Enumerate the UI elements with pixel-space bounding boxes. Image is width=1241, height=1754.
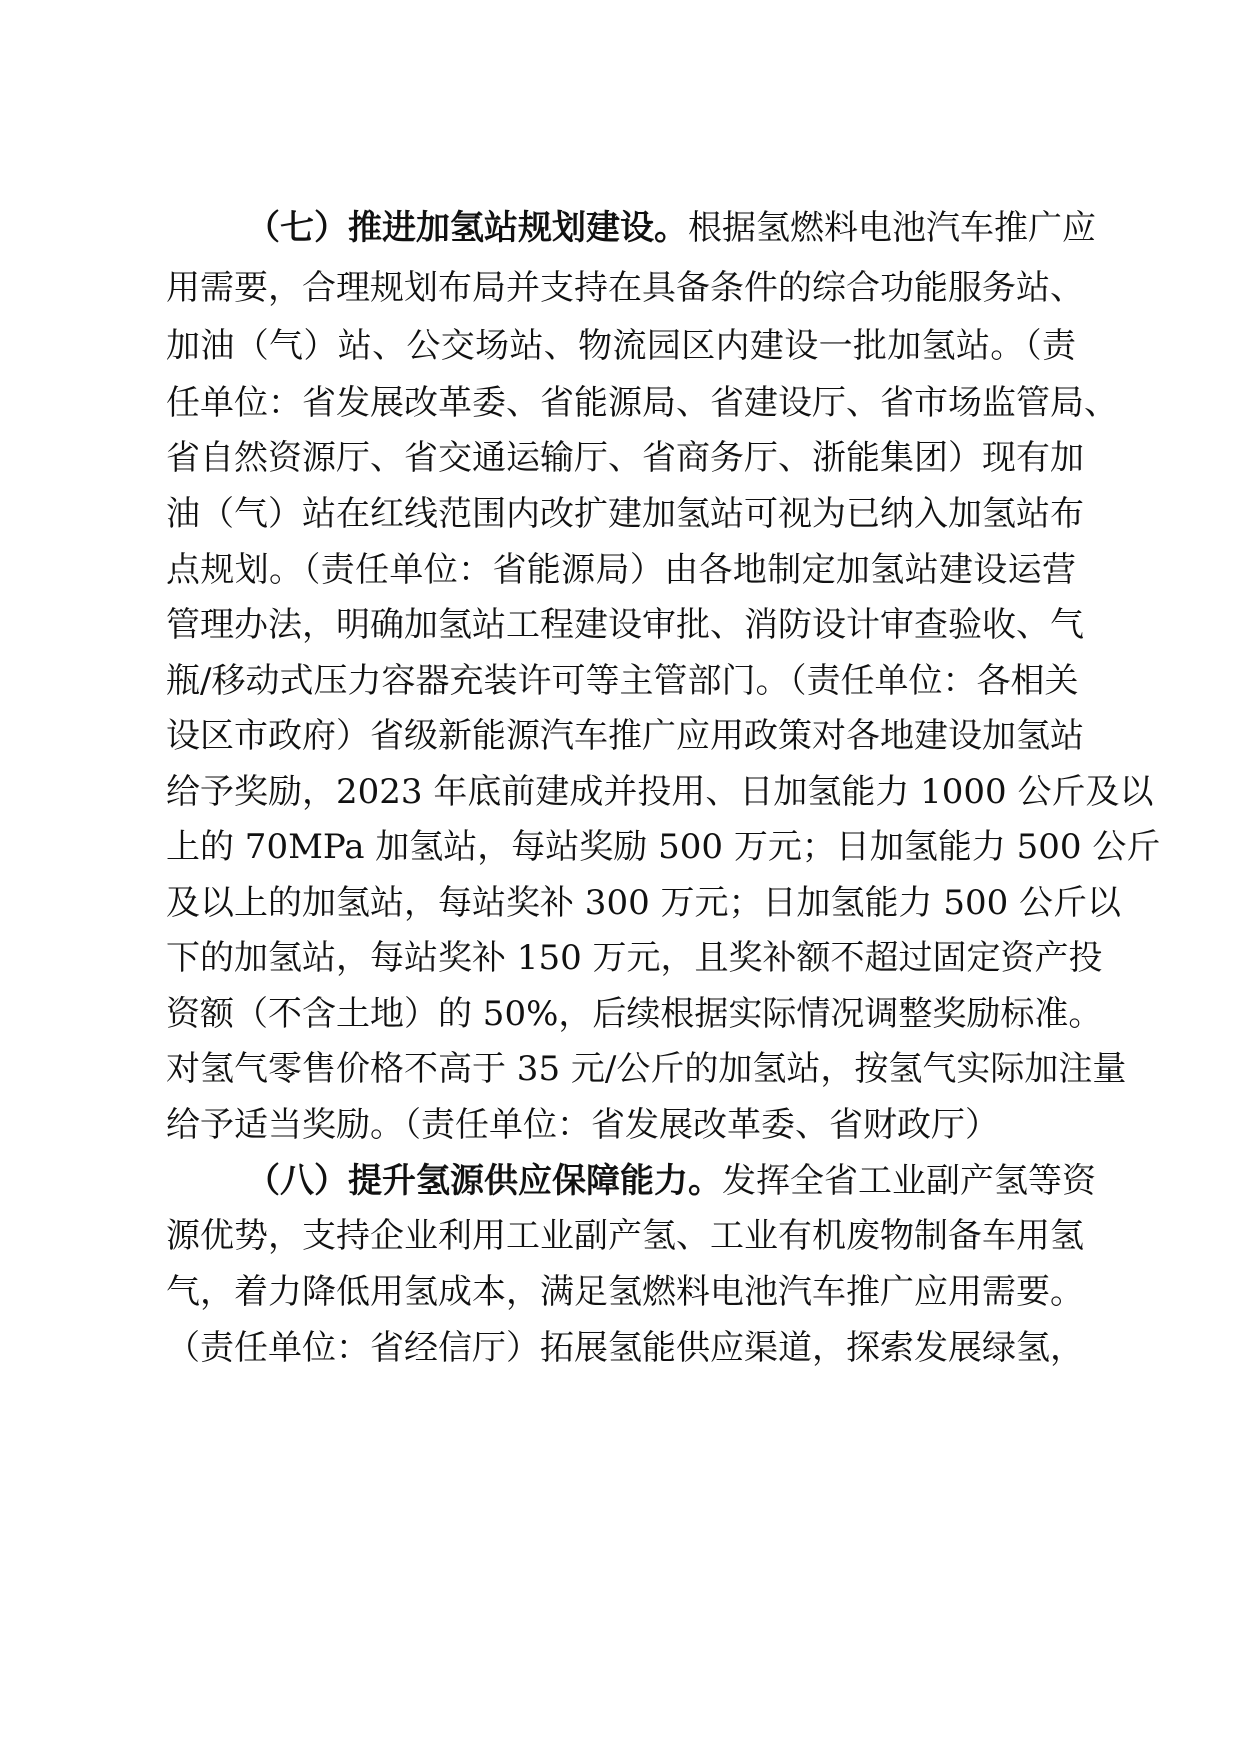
section8-line: 气，着力降低用氢成本，满足氢燃料电池汽车推广应用需要。	[166, 1272, 1084, 1312]
section8-line: 源优势，支持企业利用工业副产氢、工业有机废物制备车用氢	[166, 1216, 1084, 1256]
section8-first-line-text: 发挥全省工业副产氢等资	[722, 1161, 1096, 1201]
section7-line: 点规划。（责任单位：省能源局）由各地制定加氢站建设运营	[166, 550, 1076, 590]
section8-first-line	[246, 1151, 1096, 1211]
section8-heading: （八）提升氢源供应保障能力。	[246, 1161, 722, 1201]
section7-first-line	[246, 198, 1096, 258]
section7-line: 下的加氢站，每站奖补 150 万元，且奖补额不超过固定资产投	[166, 938, 1103, 978]
section7-line: 资额（不含土地）的 50%，后续根据实际情况调整奖励标准。	[166, 994, 1103, 1034]
section7-line: 瓶/移动式压力容器充装许可等主管部门。（责任单位：各相关	[166, 661, 1079, 701]
section7-first-line-text: 根据氢燃料电池汽车推广应	[688, 208, 1096, 248]
section7-line: 对氢气零售价格不高于 35 元/公斤的加氢站，按氢气实际加注量	[166, 1049, 1127, 1089]
section7-line: 上的 70MPa 加氢站，每站奖励 500 万元；日加氢能力 500 公斤	[166, 827, 1161, 867]
section8-line: （责任单位：省经信厅）拓展氢能供应渠道，探索发展绿氢，	[166, 1328, 1084, 1368]
section7-line: 给予奖励，2023 年底前建成并投用、日加氢能力 1000 公斤及以	[166, 772, 1154, 812]
section7-line: 任单位：省发展改革委、省能源局、省建设厅、省市场监管局、	[166, 383, 1118, 423]
section7-line: 省自然资源厅、省交通运输厅、省商务厅、浙能集团）现有加	[166, 438, 1084, 478]
section7-line: 及以上的加氢站，每站奖补 300 万元；日加氢能力 500 公斤以	[166, 883, 1122, 923]
section7-heading: （七）推进加氢站规划建设。	[246, 208, 688, 248]
section7-line: 油（气）站在红线范围内改扩建加氢站可视为已纳入加氢站布	[166, 494, 1084, 534]
section7-line: 加油（气）站、公交场站、物流园区内建设一批加氢站。（责	[166, 326, 1076, 366]
section7-line: 用需要，合理规划布局并支持在具备条件的综合功能服务站、	[166, 268, 1084, 308]
section7-line: 设区市政府）省级新能源汽车推广应用政策对各地建设加氢站	[166, 716, 1084, 756]
section7-line: 管理办法，明确加氢站工程建设审批、消防设计审查验收、气	[166, 605, 1084, 645]
section7-line: 给予适当奖励。（责任单位：省发展改革委、省财政厅）	[166, 1105, 999, 1145]
